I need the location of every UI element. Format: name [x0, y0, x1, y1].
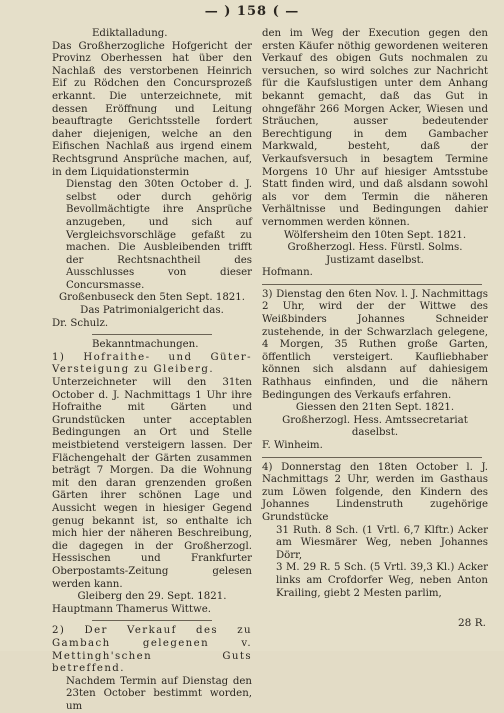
continued-body: den im Weg der Execution gegen den ersten Käufer nöthig gewordenen weiteren Verkauf des obigen Guts nochmalen zu versuchen, so wird solches zur Nachricht für die Kaufslustigen unter dem Anhang bekannt gemacht, daß das Gut in ohngefähr 266 Morgen Acker, Wiesen und Sträuchen, ausser bedeutender Berechtigung in dem Gambacher Markwald, besteht, daß der Verkaufsversuch in besagtem Termine Morgens 10 Uhr auf hiesiger Amtsstube Statt finden wird, und daß alsdann sowohl als vor dem Termin die näheren Verhältnisse und Bedingungen dahier vernommen werden können. — [262, 28, 488, 228]
item2-heading: 2) Der Verkauf des zu Gambach gelegenen v. Mettingh'schen Guts betreffend. — [52, 625, 252, 675]
edict-body-cont: Dienstag den 30ten October d. J. selbst oder durch gehörig Bevollmächtigte ihre Ansprüche anzugeben, und sich auf Vergleichsvorschläge gefaßt zu machen. Die Ausbleibenden trifft der Rechtsnachtheil des Ausschlusses von dieser Concursmasse. — [66, 179, 252, 291]
item4-body: 4) Donnerstag den 18ten October l. J. Nachmittags 2 Uhr, werden im Gasthaus zum Löwen folgende, den Kindern des Johannes Lindenstruth zugehörige Grundstücke — [262, 461, 488, 523]
edict-signature: Dr. Schulz. — [52, 317, 109, 329]
continued-signature: Hofmann. — [262, 267, 313, 279]
item-divider — [262, 284, 482, 285]
item1-body: Unterzeichneter will den 31ten October d. J. Nachmittags 1 Uhr ihre Hofraithe mit Gärten und Grundstücken unter acceptablen Bedingungen an Ort und Stelle meistbietend versteigern lassen. Der Flächengehalt der Gärten zusammen beträgt 7 Morgen. Da die Wohnung mit den daran grenzenden großen Gärten ihrer schönen Lage und Aussicht wegen in hiesiger Gegend genug bekannt ist, so enthalte ich mich hier der näheren Beschreibung, die dagegen in der Großherzogl. Hessischen und Frankfurter Oberpostamts-Zeitung gelesen werden kann. — [52, 377, 252, 590]
announcements-title: Bekanntmachungen. — [92, 339, 199, 351]
item3-signature: F. Winheim. — [262, 440, 323, 451]
item-divider — [92, 620, 212, 621]
page-header: — ) 158 ( — — [204, 4, 300, 19]
left-column — [52, 28, 252, 713]
continued-date: Wölfersheim den 10ten Sept. 1821. — [283, 229, 467, 241]
item1-date: Gleiberg den 29. Sept. 1821. — [77, 591, 227, 603]
edict-body: Das Großherzogliche Hofgericht der Provinz Oberhessen hat über den Nachlaß des verstorbenen Heinrich Eif zu Rödchen den Concursprozeß erkannt. Die unterzeichnete, mit dessen Eröffnung und Leitung beauftragte Gerichtsstelle fordert daher diejenigen, welche an den Eifischen Nachlaß aus irgend einem Rechtsgrund Ansprüche machen, auf, in dem Liquidationstermin — [52, 40, 252, 178]
edict-title: Ediktalladung. — [92, 28, 168, 39]
item1-heading: 1) Hofraithe- und Güter-Versteigung zu Gleiberg. — [52, 351, 252, 376]
continued-court: Großherzogl. Hess. Fürstl. Solms. Justizamt daselbst. — [287, 242, 463, 266]
item3-court: Großherzogl. Hess. Amtssecretariat daselbst. — [282, 414, 468, 439]
item1-signature: Hauptmann Thamerus Wittwe. — [52, 603, 211, 615]
edict-date: Großenbuseck den 5ten Sept. 1821. — [58, 292, 245, 304]
item4-parcel-2: 3 M. 29 R. 5 Sch. (5 Vrtl. 39,3 Kl.) Acker links am Crofdorfer Weg, neben Anton Krailing, giebt 2 Mesten parlim, — [276, 562, 488, 599]
right-column — [262, 28, 488, 600]
edict-court: Das Patrimonialgericht das. — [80, 305, 224, 317]
item3-date: Giessen den 21ten Sept. 1821. — [295, 402, 455, 414]
item4-parcel-1: 31 Ruth. 8 Sch. (1 Vrtl. 6,7 Klftr.) Acker am Wiesmärer Weg, neben Johannes Dörr, — [276, 524, 488, 561]
item3-body: 3) Dienstag den 6ten Nov. l. J. Nachmittags 2 Uhr, wird der der Wittwe des Weißbinders Johannes Schneider zustehende, in der Schwarzlach gelegene, 4 Morgen, 35 Ruthen große Garten, öffentlich versteigert. Kaufliebhaber können sich alsdann auf dahiesigem Rathhaus einfinden, und die nähern Bedingungen des Verkaufs erfahren. — [262, 288, 488, 401]
item2-body: Nachdem Termin auf Dienstag den 23ten October bestimmt worden, um — [66, 675, 252, 712]
section-divider — [92, 334, 212, 335]
page-catchword: 28 R. — [458, 617, 486, 629]
item-divider — [262, 457, 482, 458]
